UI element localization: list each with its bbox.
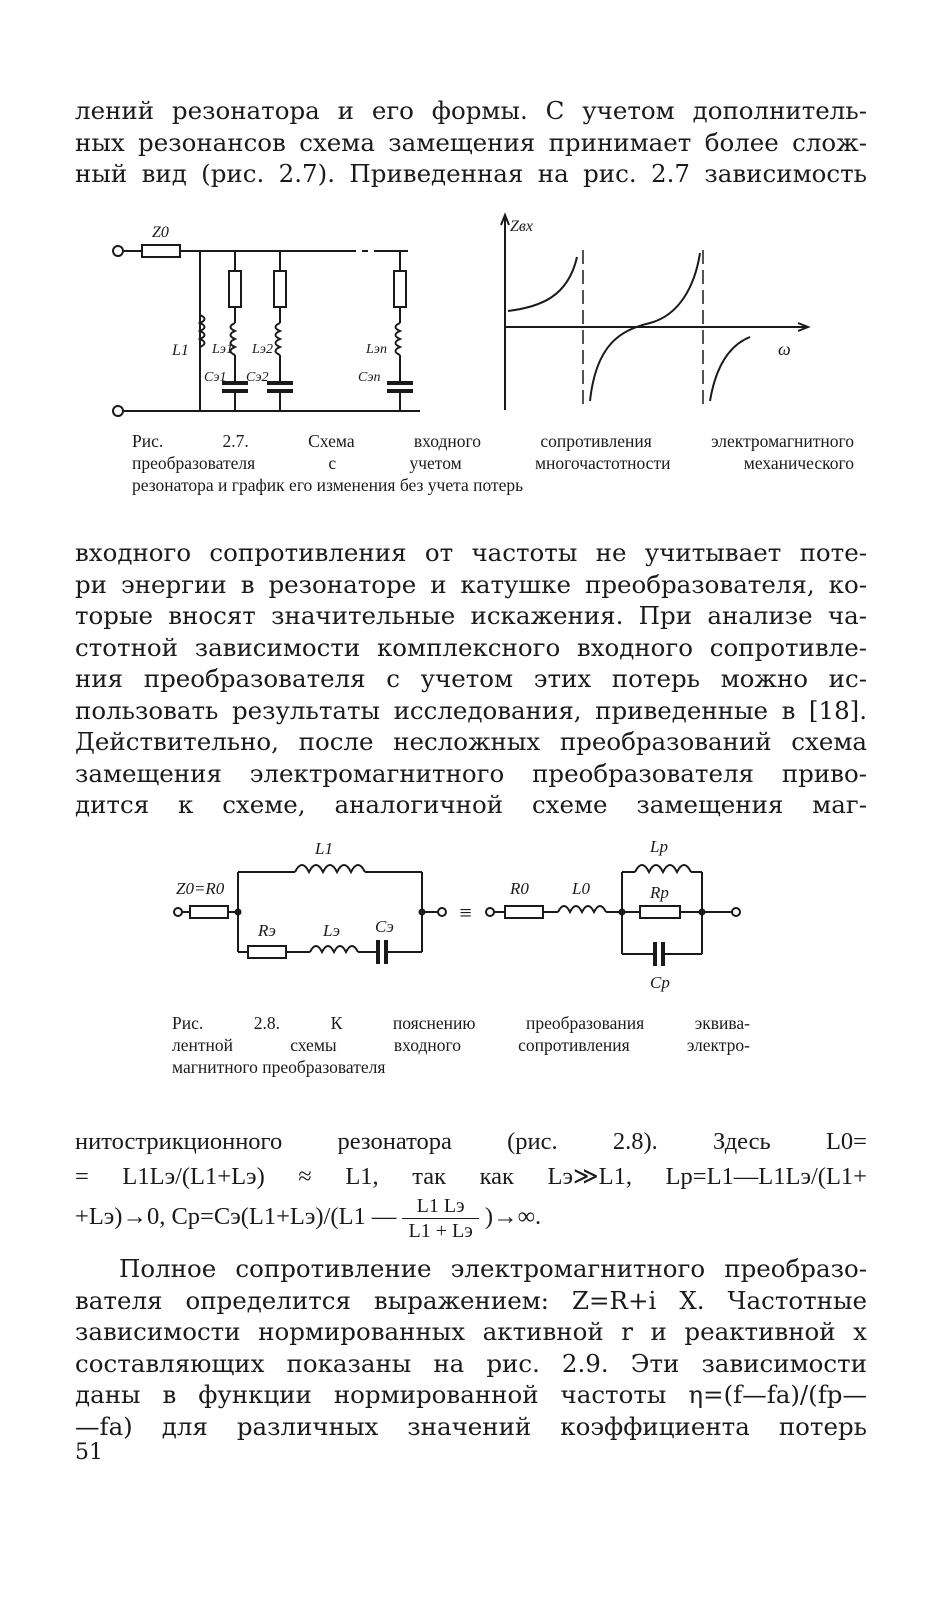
caption-line: Рис. 2.7. Схема входного сопротивления электромагнитного [132, 431, 854, 451]
formula-prefix: +Lэ)→0, Cp=Cэ(L1+Lэ)/(L1 — [75, 1203, 397, 1231]
equiv-sign: ≡ [458, 900, 473, 925]
caption-fig-2-7 [132, 430, 854, 496]
resistor-r0 [190, 906, 228, 918]
label-lp: Lp [650, 837, 668, 856]
resistor-r0-right [505, 906, 543, 918]
label-z0-r0: Z0=R0 [176, 879, 225, 898]
fraction [402, 1194, 478, 1243]
text-line: стотной зависимости комплексного входного сопротивле- [75, 632, 867, 662]
label-l1-fig28: L1 [315, 839, 333, 858]
text-line: замещения электромагнитного преобразователя приво- [75, 758, 867, 788]
paragraph-middle [75, 537, 867, 821]
label-len: Lэn [366, 342, 387, 357]
text-line: пользовать результаты исследования, приведенные в [18]. [75, 695, 867, 725]
label-zvx: Zвх [510, 218, 533, 235]
text-line: ный вид (рис. 2.7). Приведенная на рис. 2.7 зависимость [75, 159, 867, 188]
caption-line: преобразователя с учетом многочастотности механического [132, 453, 854, 473]
label-re: Rэ [258, 921, 276, 940]
label-le: Lэ [323, 921, 340, 940]
paragraph-top [75, 95, 867, 190]
text-line: ных резонансов схема замещения принимает более слож- [75, 127, 867, 157]
text-line: дится к схеме, аналогичной схеме замещения маг- [75, 790, 867, 819]
formula-line-2: = L1Lэ/(L1+Lэ) ≈ L1, так как Lэ≫L1, Lp=L1—L1Lэ/(L1+ [75, 1163, 867, 1190]
resistor-z0 [142, 245, 180, 257]
label-z0: Z0 [152, 224, 169, 241]
text-line: ния преобразователя с учетом этих потерь можно ис- [75, 664, 867, 693]
figure-2-7 [100, 205, 830, 420]
formula-line-1: нитострикционного резонатора (рис. 2.8). Здесь L0= [75, 1128, 867, 1155]
label-omega: ω [778, 339, 791, 359]
text-line: составляющих показаны на рис. 2.9. Эти зависимости [75, 1348, 867, 1378]
label-rp: Rp [650, 883, 669, 902]
label-r0: R0 [510, 879, 529, 898]
figure-2-8 [160, 832, 760, 1002]
text-line: Полное сопротивление электромагнитного преобразо- [119, 1254, 867, 1283]
text-line: Действительно, после несложных преобразований схема [75, 727, 867, 756]
impedance-graph [501, 215, 808, 410]
label-cp: Cp [650, 973, 670, 992]
paragraph-formula [75, 1128, 867, 1256]
formula-line-3 [75, 1194, 541, 1243]
label-ce2: Cэ2 [246, 370, 269, 385]
page-number: 51 [75, 1440, 103, 1465]
paragraph-bottom [75, 1253, 867, 1442]
circuit-diagram [113, 245, 420, 416]
fraction-numerator: L1 Lэ [402, 1194, 478, 1219]
resistor-branch-2 [274, 271, 286, 307]
label-ce: Cэ [375, 917, 394, 936]
caption-line: Рис. 2.8. К пояснению преобразования эквива- [172, 1013, 750, 1033]
label-le1: Lэ1 [212, 342, 233, 357]
resistor-branch-n [394, 271, 406, 307]
label-l1: L1 [172, 342, 189, 359]
terminal [113, 406, 123, 416]
text-line: торые вносят значительные искажения. При анализе ча- [75, 601, 867, 630]
fraction-denominator: L1 + Lэ [408, 1220, 473, 1242]
resistor-re [248, 946, 286, 958]
curve-segment-3 [710, 337, 750, 401]
label-le2: Lэ2 [252, 342, 273, 357]
text-line: —fa) для различных значений коэффициента потерь [75, 1411, 867, 1441]
label-ce1: Cэ1 [204, 370, 227, 385]
label-l0: L0 [572, 879, 590, 898]
caption-line: магнитного преобразователя [172, 1057, 386, 1077]
text-line: лений резонатора и его формы. С учетом дополнитель- [75, 96, 867, 125]
resistor-branch-1 [229, 271, 241, 307]
text-line: вателя определится выражением: Z=R+i X. Частотные [75, 1285, 867, 1315]
curve-segment-1 [508, 257, 577, 311]
text-line: зависимости нормированных активной r и реактивной x [75, 1317, 867, 1346]
text-line: входного сопротивления от частоты не учитывает поте- [75, 538, 867, 567]
caption-line: резонатора и график его изменения без учета потерь [132, 475, 524, 495]
caption-fig-2-8 [172, 1012, 750, 1078]
label-cen: Cэn [358, 370, 381, 385]
formula-suffix: )→∞. [484, 1203, 542, 1231]
terminal [113, 246, 123, 256]
caption-line: лентной схемы входного сопротивления электро- [172, 1035, 750, 1055]
text-line: даны в функции нормированной частоты η=(f—fa)/(fp— [75, 1380, 867, 1409]
text-line: ри энергии в резонаторе и катушке преобразователя, ко- [75, 569, 867, 599]
resistor-rp [640, 906, 680, 918]
